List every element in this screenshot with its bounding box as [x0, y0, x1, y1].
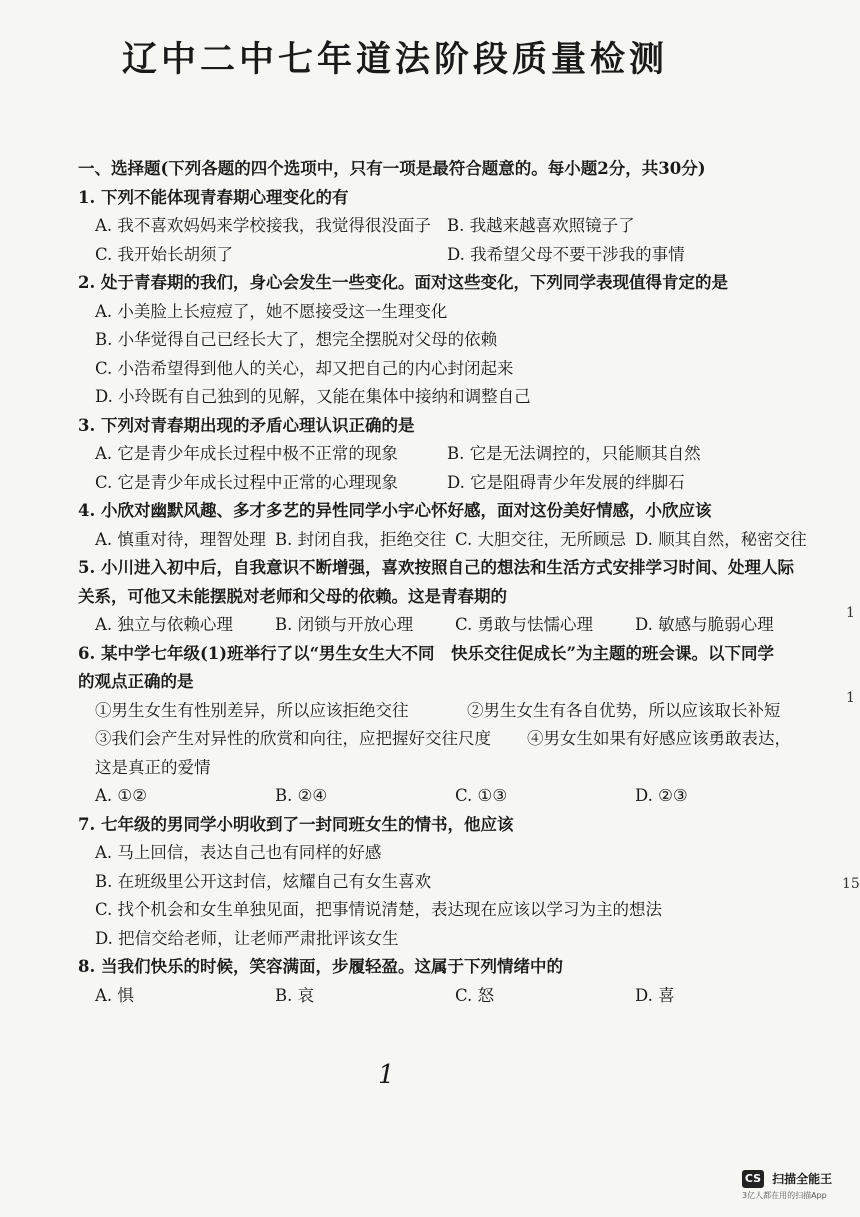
option: D. 喜 [635, 985, 675, 1005]
option: A. 我不喜欢妈妈来学校接我，我觉得很没面子 [95, 216, 431, 235]
statement: ④男女生如果有好感应该勇敢表达， [527, 729, 791, 748]
option: B. 封闭自我，拒绝交往 [275, 529, 447, 549]
option: A. 惧 [95, 985, 134, 1005]
scanner-watermark [742, 1168, 852, 1201]
option: C. 我开始长胡须了 [95, 244, 234, 264]
option: A. 它是青少年成长过程中极不正常的现象 [95, 444, 398, 463]
question-stem: 8. 当我们快乐的时候，笑容满面，步履轻盈。这属于下列情绪中的 [78, 957, 563, 976]
option: B. 我越来越喜欢照镜子了 [447, 216, 635, 235]
option: A. ①② [95, 786, 147, 805]
option: B. ②④ [275, 786, 328, 805]
statement: ③我们会产生对异性的欣赏和向往，应把握好交往尺度 [95, 729, 491, 748]
section-heading: 一、选择题(下列各题的四个选项中，只有一项是最符合题意的。每小题2分，共30分) [78, 159, 706, 178]
option: D. 顺其自然，秘密交往 [635, 529, 807, 549]
question-list [78, 155, 838, 1010]
option: D. 敏感与脆弱心理 [635, 615, 774, 634]
question-stem-continued: 的观点正确的是 [78, 672, 194, 691]
option: B. 它是无法调控的，只能顺其自然 [447, 444, 701, 463]
question-stem: 2. 处于青春期的我们，身心会发生一些变化。面对这些变化，下列同学表现值得肯定的是 [78, 273, 728, 292]
option: D. 把信交给老师，让老师严肃批评该女生 [95, 928, 399, 948]
question-stem: 1. 下列不能体现青春期心理变化的有 [78, 187, 349, 207]
margin-mark: 15 [842, 876, 860, 892]
question-stem: 3. 下列对青春期出现的矛盾心理认识正确的是 [78, 415, 415, 435]
option: A. 马上回信，表达自己也有同样的好感 [95, 843, 382, 862]
margin-mark: 1 [846, 605, 855, 621]
option: D. 它是阻碍青少年发展的绊脚石 [447, 472, 685, 492]
option: B. 小华觉得自己已经长大了，想完全摆脱对父母的依赖 [95, 330, 498, 349]
statement: ②男生女生有各自优势，所以应该取长补短 [467, 700, 781, 720]
option: D. 小玲既有自己独到的见解，又能在集体中接纳和调整自己 [95, 387, 531, 406]
option: A. 小美脸上长痘痘了，她不愿接受这一生理变化 [95, 301, 448, 321]
option: C. ①③ [455, 786, 508, 805]
margin-mark: 1 [846, 690, 855, 706]
question-stem: 5. 小川进入初中后，自我意识不断增强，喜欢按照自己的想法和生活方式安排学习时间、处理人际 [78, 558, 794, 577]
watermark-name: 扫描全能王 [772, 1172, 833, 1186]
watermark-tagline: 3亿人都在用的扫描App [742, 1190, 827, 1200]
option: A. 慎重对待，理智处理 [95, 529, 266, 549]
statement: ①男生女生有性别差异，所以应该拒绝交往 [95, 700, 409, 720]
question-stem: 7. 七年级的男同学小明收到了一封同班女生的情书，他应该 [78, 814, 514, 834]
option: C. 勇敢与怯懦心理 [455, 615, 594, 634]
question-stem: 6. 某中学七年级(1)班举行了以“男生女生大不同 快乐交往促成长”为主题的班会课。以下同学 [78, 643, 775, 663]
option: C. 小浩希望得到他人的关心，却又把自己的内心封闭起来 [95, 358, 514, 378]
page-title: 辽中二中七年道法阶段质量检测 [121, 39, 668, 80]
option: D. ②③ [635, 786, 688, 805]
option: C. 找个机会和女生单独见面，把事情说清楚，表达现在应该以学习为主的想法 [95, 900, 663, 919]
option: C. 怒 [455, 985, 495, 1005]
statement-continued: 这是真正的爱情 [95, 757, 211, 777]
question-stem: 4. 小欣对幽默风趣、多才多艺的异性同学小宇心怀好感，面对这份美好情感，小欣应该 [78, 501, 712, 520]
option: B. 哀 [275, 985, 315, 1005]
option: C. 它是青少年成长过程中正常的心理现象 [95, 472, 399, 492]
option: B. 闭锁与开放心理 [275, 615, 414, 634]
option: D. 我希望父母不要干涉我的事情 [447, 244, 685, 264]
option: A. 独立与依赖心理 [95, 615, 233, 634]
question-stem-continued: 关系，可他又未能摆脱对老师和父母的依赖。这是青春期的 [78, 586, 507, 606]
option: C. 大胆交往，无所顾忌 [455, 529, 627, 549]
option: B. 在班级里公开这封信，炫耀自己有女生喜欢 [95, 871, 432, 891]
page-number: 1 [378, 1060, 395, 1090]
cs-logo-icon: CS [742, 1170, 764, 1188]
